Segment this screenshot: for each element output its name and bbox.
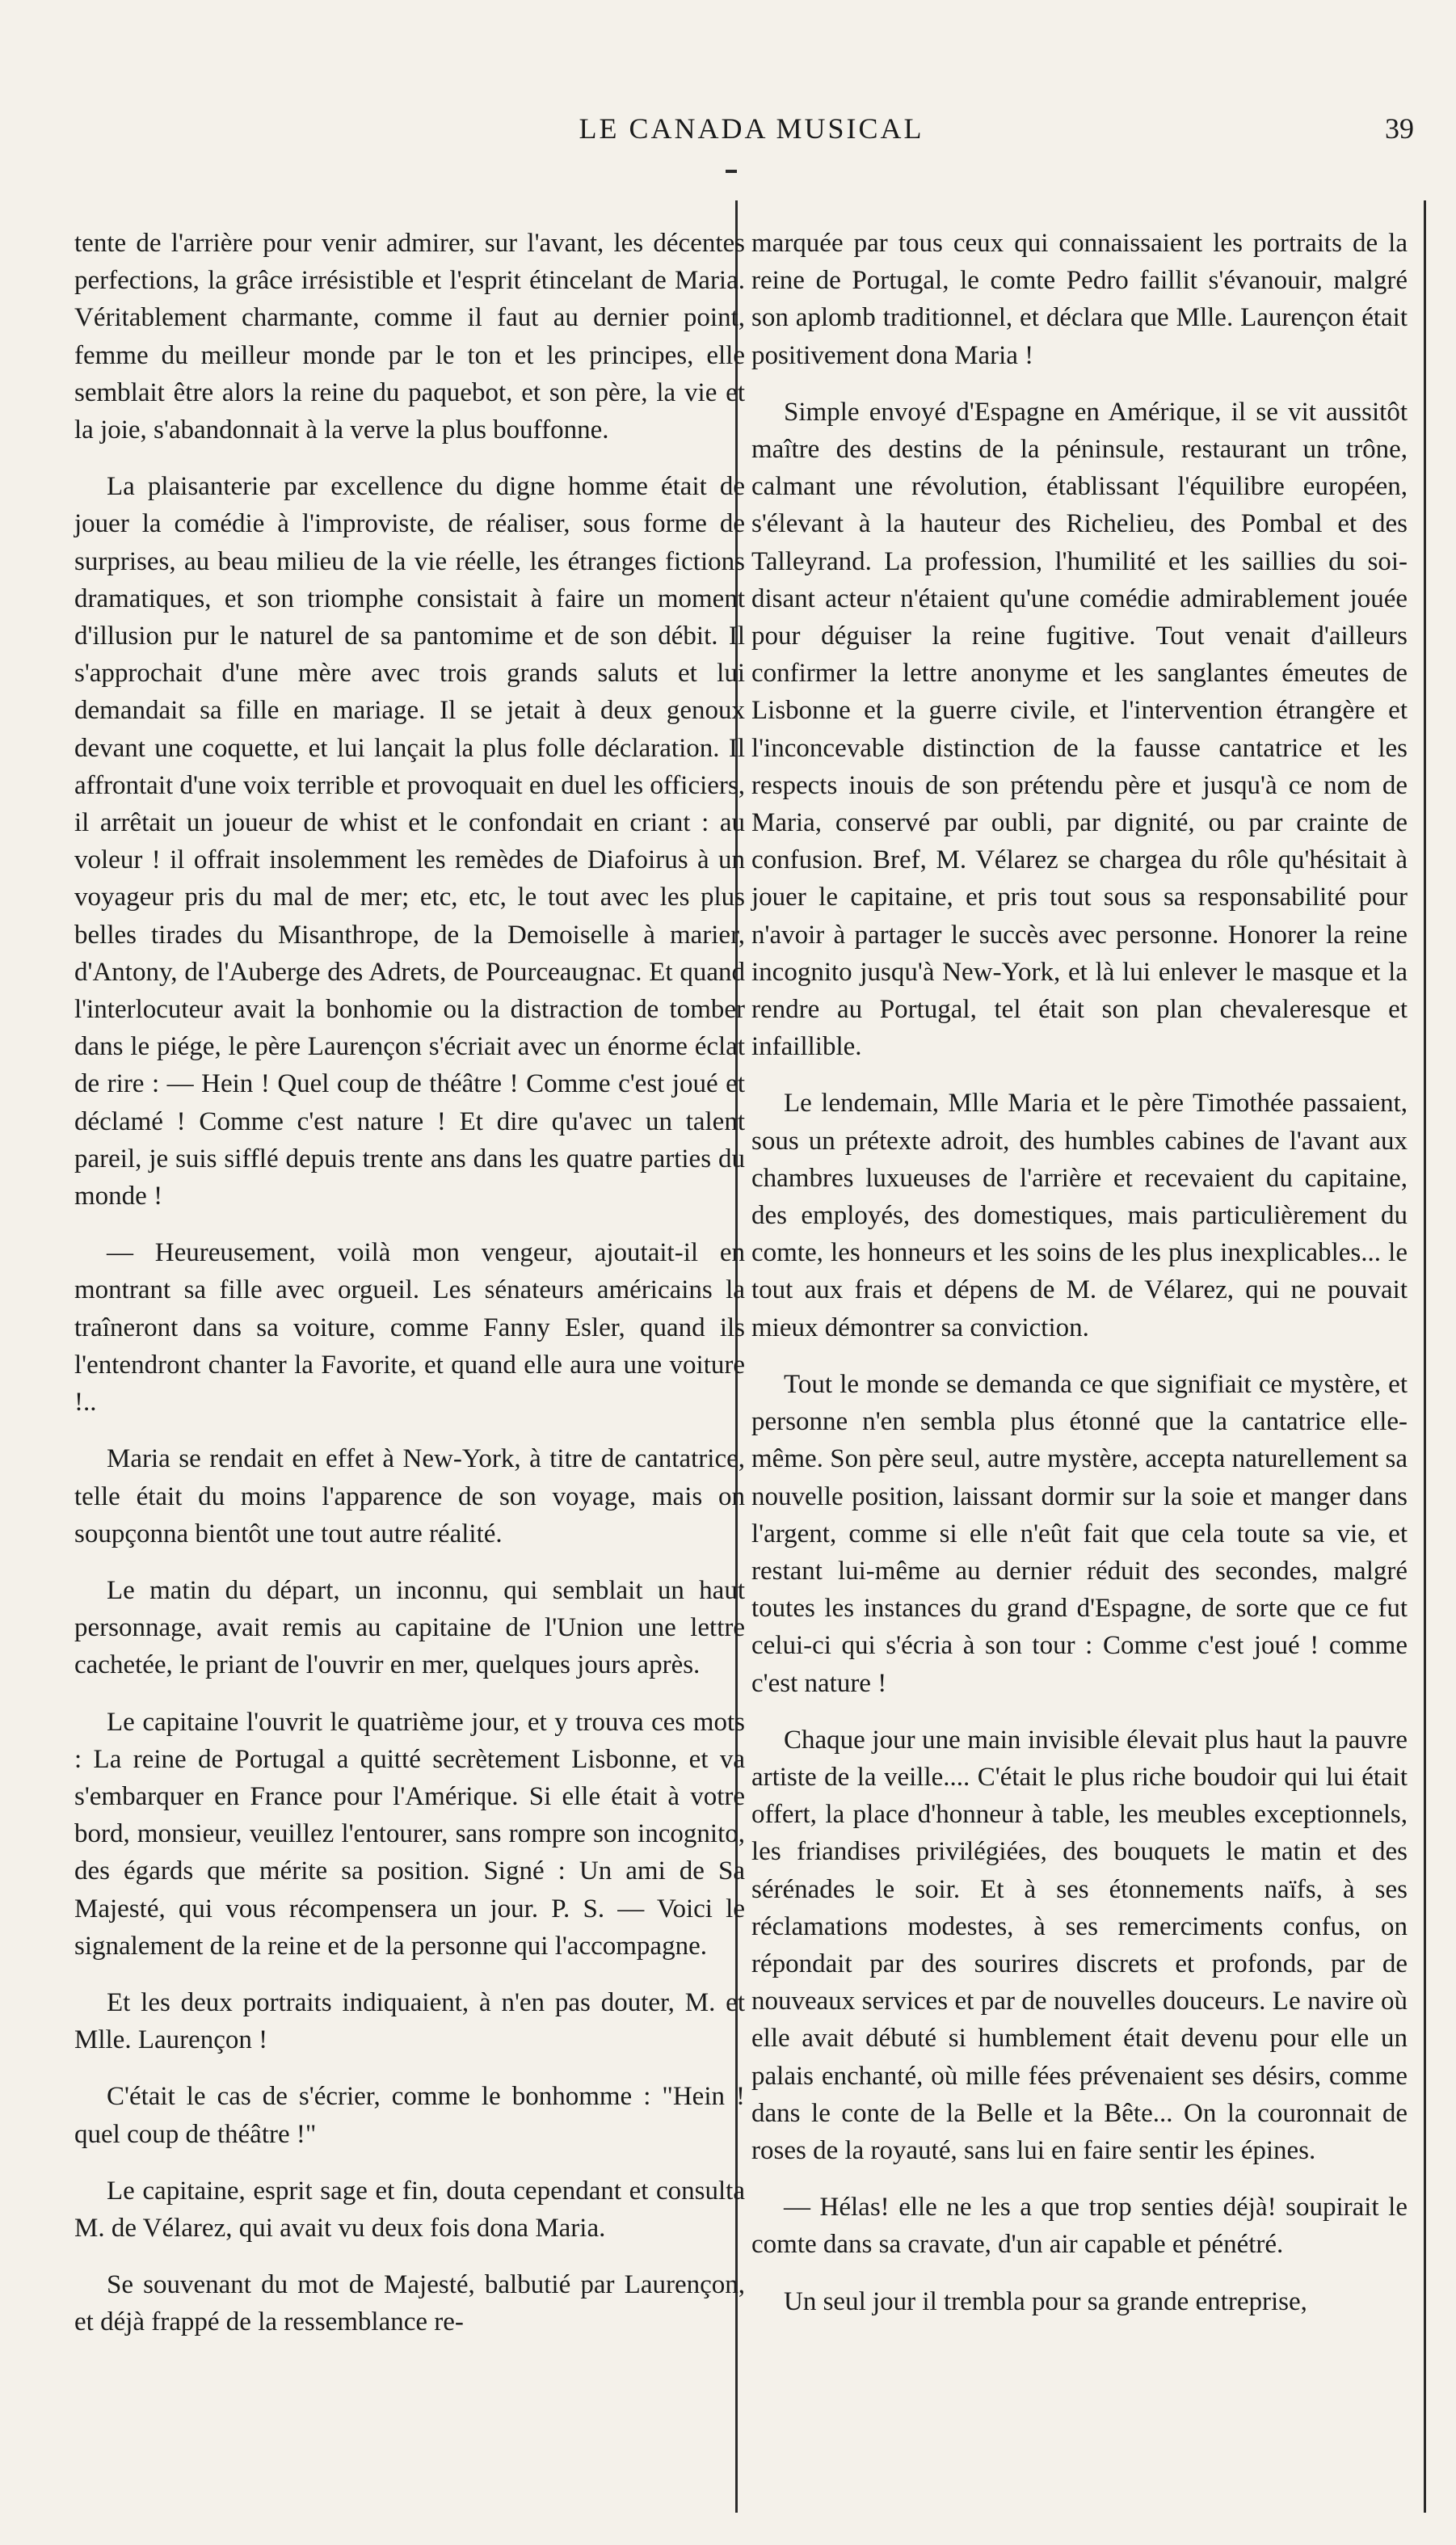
paragraph: Le matin du départ, un inconnu, qui semblait un haut personnage, avait remis au capitaine de l'Union une lettre cachetée, le priant de l'ouvrir en mer, quelques jours après. bbox=[74, 1575, 745, 1680]
paragraph: — Heureusement, voilà mon vengeur, ajoutait-il en montrant sa fille avec orgueil. Les sénateurs américains la traîneront dans sa voiture, comme Fanny Esler, quand ils l'entendront chanter la Favorite, et quand elle aura une voiture !.. bbox=[74, 1238, 745, 1418]
left-column bbox=[74, 225, 745, 2341]
paragraph: Chaque jour une main invisible élevait plus haut la pauvre artiste de la veille.... C'était le plus riche boudoir qui lui était offert, la place d'honneur à table, les meubles exceptionnels, les friandises privilégiées, des bouquets le matin et des sérénades le soir. Et à ses étonnements naïfs, à ses réclamations modestes, à ses remerciments confus, on répondait par des sourires discrets et profonds, par de nouveaux services et par de nouvelles douceurs. Le navire où elle avait débuté si humblement était devenu pour elle un palais enchanté, où mille fées prévenaient ses désirs, comme dans le conte de la Belle et la Bête... On la couronnait de roses de la royauté, sans lui en faire sentir les épines. bbox=[751, 1725, 1408, 2165]
right-margin-rule bbox=[1424, 200, 1426, 2513]
paragraph: Le capitaine l'ouvrit le quatrième jour, et y trouva ces mots : La reine de Portugal a quitté secrètement Lisbonne, et va s'embarquer en France pour l'Amérique. Si elle était à votre bord, monsieur, veuillez l'entourer, sans rompre son incognito, des égards que mérite sa position. Signé : Un ami de Sa Majesté, qui vous récompensera un jour. P. S. — Voici le signalement de la reine et de la personne qui l'accompagne. bbox=[74, 1707, 745, 1961]
page-header bbox=[89, 112, 1414, 152]
paragraph: marquée par tous ceux qui connaissaient les portraits de la reine de Portugal, le comte Pedro faillit s'évanouir, malgré son aplomb traditionnel, et déclara que Mlle. Laurençon était positivement dona Maria ! bbox=[751, 229, 1408, 370]
paragraph: Se souvenant du mot de Majesté, balbutié par Laurençon, et déjà frappé de la ressemblance re- bbox=[74, 2270, 745, 2337]
paragraph: Le lendemain, Mlle Maria et le père Timothée passaient, sous un prétexte adroit, des humbles cabines de l'avant aux chambres luxueuses de l'arrière et recevaient du capitaine, des employés, des domestiques, mais particulièrement du comte, les honneurs et les soins de les plus inexplicables... le tout aux frais et dépens de M. de Vélarez, qui ne pouvait mieux démontrer sa conviction. bbox=[751, 1089, 1408, 1342]
paragraph: Simple envoyé d'Espagne en Amérique, il se vit aussitôt maître des destins de la péninsule, restaurant un trône, calmant une révolution, établissant l'équilibre européen, s'élevant à la hauteur des Richelieu, des Pombal et des Talleyrand. La profession, l'humilité et les saillies du soi-disant acteur n'étaient qu'une comédie admirablement jouée pour déguiser la reine fugitive. Tout venait d'ailleurs confirmer la lettre anonyme et les sanglantes émeutes de Lisbonne et la guerre civile, et l'intervention étrangère et l'inconcevable distinction de la fausse cantatrice et les respects inouis de son prétendu père et jusqu'à ce nom de Maria, conservé par oubli, par dignité, ou par crainte de confusion. Bref, M. Vélarez se chargea du rôle qu'hésitait à jouer le capitaine, et pris tout sous sa responsabilité pour n'avoir à partager le succès avec personne. Honorer la reine incognito jusqu'à New-York, et là lui enlever le masque et la rendre au Portugal, tel était son plan chevaleresque et infaillible. bbox=[751, 397, 1408, 1062]
right-column bbox=[751, 225, 1408, 2320]
paragraph: Maria se rendait en effet à New-York, à titre de cantatrice, telle était du moins l'apparence de son voyage, mais on soupçonna bientôt une tout autre réalité. bbox=[74, 1444, 745, 1548]
paragraph: Tout le monde se demanda ce que signifiait ce mystère, et personne n'en sembla plus étonné que la cantatrice elle-même. Son père seul, autre mystère, accepta naturellement sa nouvelle position, laissant dormir sur la soie et manger dans l'argent, comme si elle n'eût fait que cela toute sa vie, et restant lui-même au dernier réduit des secondes, malgré toutes les instances du grand d'Espagne, de sorte que ce fut celui-ci qui s'écria à son tour : Comme c'est joué ! comme c'est nature ! bbox=[751, 1369, 1408, 1698]
journal-title: LE CANADA MUSICAL bbox=[579, 112, 924, 145]
paragraph: — Hélas! elle ne les a que trop senties déjà! soupirait le comte dans sa cravate, d'un air capable et pénétré. bbox=[751, 2193, 1408, 2260]
paragraph: C'était le cas de s'écrier, comme le bonhomme : "Hein ! quel coup de théâtre !" bbox=[74, 2082, 745, 2149]
page-number: 39 bbox=[1385, 112, 1414, 145]
paragraph: Le capitaine, esprit sage et fin, douta cependant et consulta M. de Vélarez, qui avait vu deux fois dona Maria. bbox=[74, 2176, 745, 2243]
paragraph: tente de l'arrière pour venir admirer, sur l'avant, les décentes perfections, la grâce irrésistible et l'esprit étincelant de Maria. Véritablement charmante, comme il faut au dernier point, femme du meilleur monde par le ton et les principes, elle semblait être alors la reine du paquebot, et son père, la vie et la joie, s'abandonnait à la verve la plus bouffonne. bbox=[74, 229, 745, 445]
paragraph: Et les deux portraits indiquaient, à n'en pas douter, M. et Mlle. Laurençon ! bbox=[74, 1987, 745, 2055]
header-rule-tick bbox=[726, 170, 737, 173]
paragraph: La plaisanterie par excellence du digne homme était de jouer la comédie à l'improviste, de réaliser, sous forme de surprises, au beau milieu de la vie réelle, les étranges fictions dramatiques, et son triomphe consistait à faire un moment d'illusion pur le naturel de sa pantomime et de son débit. Il s'approchait d'une mère avec trois grands saluts et lui demandait sa fille en mariage. Il se jetait à deux genoux devant une coquette, et lui lançait la plus folle déclaration. Il affrontait d'une voix terrible et provoquait en duel les officiers, il arrêtait un joueur de whist et le confondait en criant : au voleur ! il offrait insolemment les remèdes de Diafoirus à un voyageur pris du mal de mer; etc, etc, le tout avec les plus belles tirades du Misanthrope, de la Demoiselle à marier, d'Antony, de l'Auberge des Adrets, de Pourceaugnac. Et quand l'interlocuteur avait la bonhomie ou la distraction de tomber dans le piége, le père Laurençon s'écriait avec un énorme éclat de rire : — Hein ! Quel coup de théâtre ! Comme c'est joué et déclamé ! Comme c'est nature ! Et dire qu'avec un talent pareil, je suis sifflé depuis trente ans dans les quatre parties du monde ! bbox=[74, 472, 745, 1211]
paragraph: Un seul jour il trembla pour sa grande entreprise, bbox=[784, 2286, 1307, 2316]
